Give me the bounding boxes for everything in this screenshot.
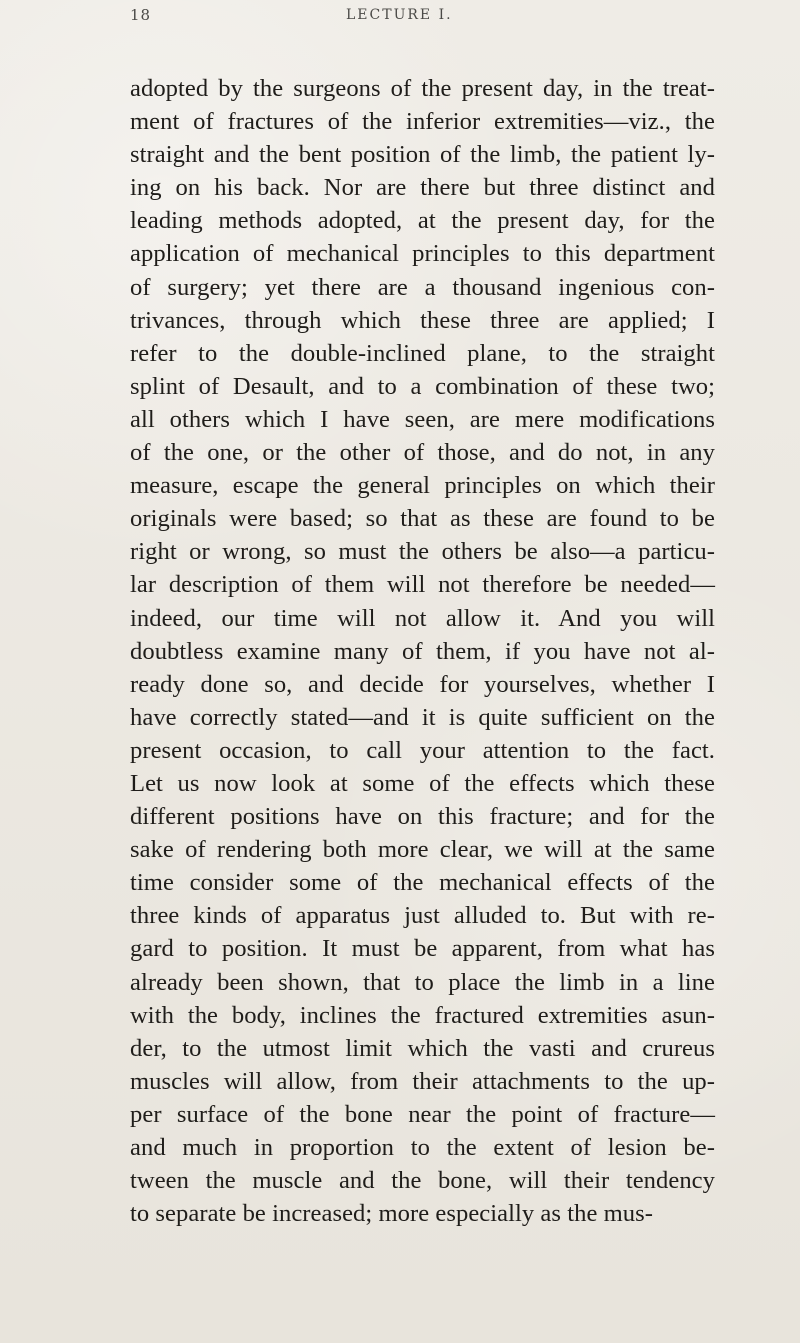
text-line: three kinds of apparatus just alluded to. But with re- [130,902,715,930]
text-line: trivances, through which these three are applied; I [130,306,715,334]
text-line: originals were based; so that as these are found to be [130,505,715,533]
text-line: gard to position. It must be apparent, from what has [130,935,715,963]
text-line: adopted by the surgeons of the present day, in the treat- [130,75,715,102]
text-line: all others which I have seen, are mere modifications [130,405,715,433]
text-line: lar description of them will not therefore be needed— [130,571,715,599]
text-line: already been shown, that to place the limb in a line [130,968,715,996]
text-line: indeed, our time will not allow it. And you will [130,604,715,632]
text-line: and much in proportion to the extent of lesion be- [130,1134,715,1161]
text-line: ment of fractures of the inferior extremities—viz., the [130,108,715,136]
page-header [124,6,684,36]
text-line: of the one, or the other of those, and do not, in any [130,439,715,467]
text-line: der, to the utmost limit which the vasti and crureus [130,1034,715,1062]
text-line: ing on his back. Nor are there but three distinct and [130,174,715,202]
text-line: leading methods adopted, at the present day, for the [130,207,715,235]
text-line: of surgery; yet there are a thousand ingenious con- [130,273,715,301]
text-line: muscles will allow, from their attachments to the up- [130,1067,715,1095]
text-line: doubtless examine many of them, if you have not al- [130,637,715,665]
text-line: straight and the bent position of the limb, the patient ly- [130,141,715,169]
text-line: measure, escape the general principles on which their [130,472,715,500]
text-line: ready done so, and decide for yourselves, whether I [130,670,715,698]
text-line: to separate be increased; more especially as the mus- [130,1200,653,1228]
text-line: tween the muscle and the bone, will their tendency [130,1167,715,1195]
page-number: 18 [130,6,152,24]
text-line: sake of rendering both more clear, we will at the same [130,836,715,864]
text-line: present occasion, to call your attention to the fact. [130,736,715,764]
text-line: splint of Desault, and to a combination of these two; [130,372,715,400]
text-line: time consider some of the mechanical effects of the [130,869,715,897]
text-line: have correctly stated—and it is quite sufficient on the [130,703,715,731]
text-line: application of mechanical principles to this department [130,240,715,268]
text-line: right or wrong, so must the others be also—a particu- [130,538,715,566]
text-line: refer to the double-inclined plane, to the straight [130,339,715,367]
body-text [130,72,715,1230]
text-line: different positions have on this fracture; and for the [130,803,715,831]
running-head: LECTURE I. [346,7,453,23]
text-line: with the body, inclines the fractured extremities asun- [130,1001,715,1029]
text-line: per surface of the bone near the point of fracture— [130,1100,715,1128]
text-line: Let us now look at some of the effects which these [130,769,715,797]
